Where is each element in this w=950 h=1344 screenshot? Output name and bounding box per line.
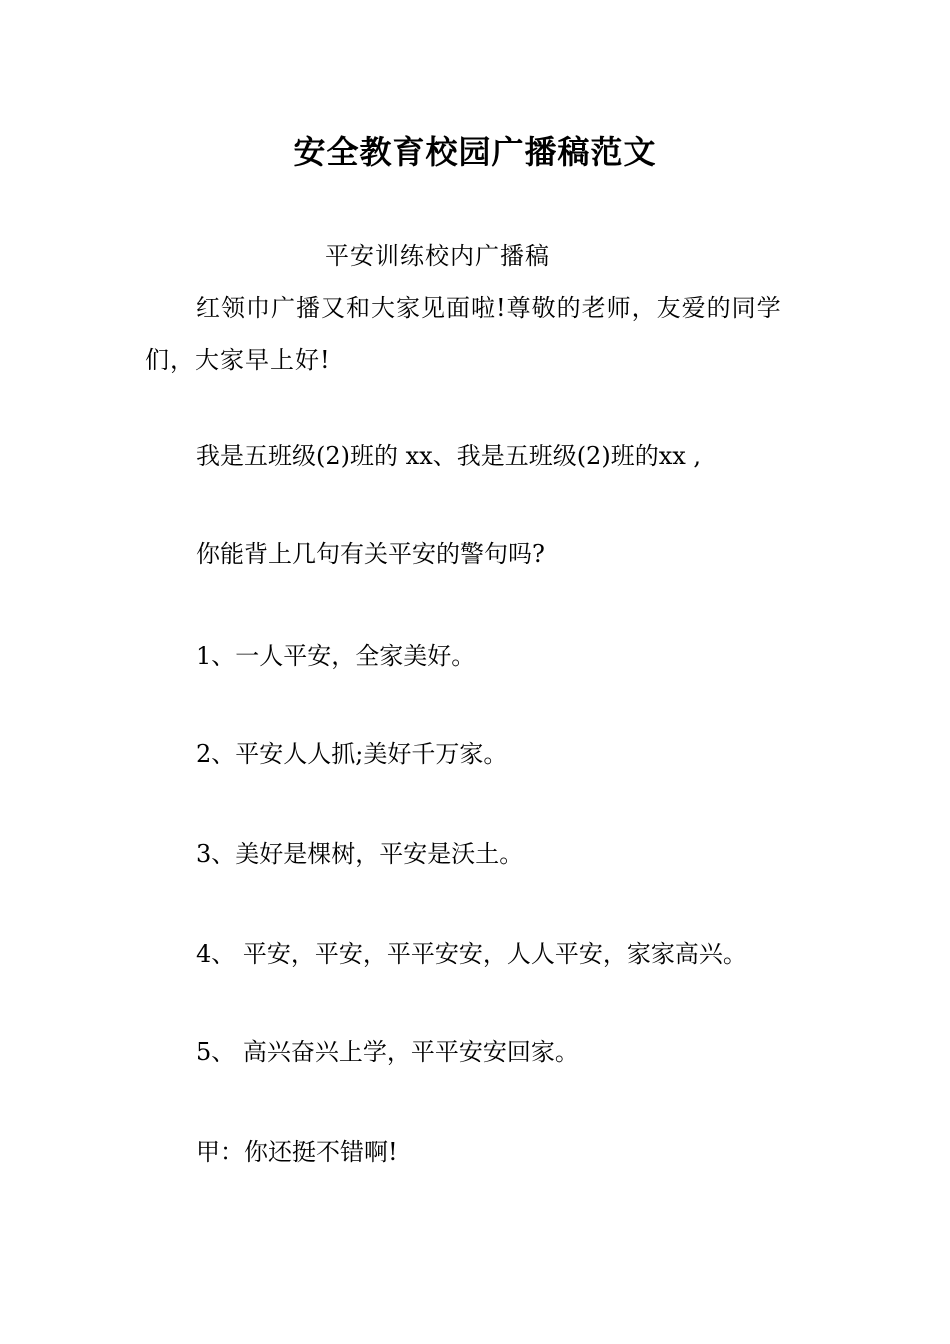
list-item-slogan-5: 5、 高兴奋兴上学，平平安安回家。: [196, 1038, 579, 1066]
list-item-slogan-3: 3、美好是棵树，平安是沃土。: [196, 840, 524, 868]
list-item-slogan-1: 1、一人平安，全家美好。: [196, 642, 476, 670]
paragraph-dialogue: 甲：你还挺不错啊!: [196, 1138, 398, 1166]
paragraph-greeting: 红领巾广播又和大家见面啦!尊敬的老师，友爱的同学们，大家早上好!: [145, 294, 782, 374]
paragraph-introduction: 我是五班级(2)班的 xx、我是五班级(2)班的xx ,: [196, 442, 702, 470]
list-item-slogan-2: 2、平安人人抓;美好千万家。: [196, 740, 508, 768]
document-title: 安全教育校园广播稿范文: [293, 133, 657, 171]
document-subtitle: 平安训练校内广播稿: [325, 242, 550, 270]
paragraph-question: 你能背上几句有关平安的警句吗?: [196, 540, 545, 568]
list-item-slogan-4: 4、 平安，平安，平平安安，人人平安，家家高兴。: [196, 940, 747, 968]
